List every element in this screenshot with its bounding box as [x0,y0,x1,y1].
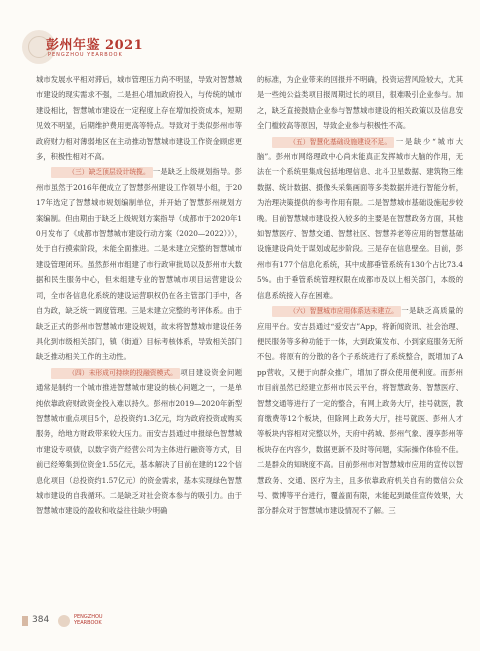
yearbook-subtitle: PENGZHOU YEARBOOK [48,52,123,58]
section-heading: （四）未形成可持续的投融资模式。 [51,368,180,379]
paragraph: （五）智慧化基础设施建设不足。 一是缺少“城市大脑”。彭州市网络理政中心尚未能真正发挥城市大脑的作用，无法在一个系统里集成包括地理信息、北斗卫星数据、建筑物三维数据、统计数据、摄像头采集画面等多类数据并进行智能分析，为治理决策提供的参考作用有限。二是智慧城市基础设施起步较晚。目前智慧城市建设投入较多的主要是在智慧政务方面，其他如智慧医疗、智慧交通、智慧社区、智慧养老等应用的智慧基础设施建设尚处于谋划或起步阶段。三是存在信息壁垒。目前，彭州市有177个信息化系统，其中成都垂管系统有130个占比73.45%。由于垂管系统管理权限在成都市及以上相关部门，本级的信息系统接入存在困难。 [257,136,463,300]
paragraph: 的标准，为企业带来的回报并不明确，投资运营风险较大，尤其是一些纯公益类项目报周期过长的项目，很难吸引企业参与。加之，缺乏直接鼓励企业参与智慧城市建设的相关政策以及信息安全门槛较高等原因，导致企业参与积极性不高。 [257,75,463,131]
paragraph: 城市发展水平相对滞后，城市管理压力尚不明显，导致对智慧城市建设的现实需求不强，二是担心增加政府投入，与传统的城市建设相比，智慧城市建设在一定程度上存在增加投资成本，短期见效不明显，后期维护费用更高等特点。导致对于类似彭州市等政府财力相对薄弱地区在主动推动智慧城市建设工作资金顾虑更多，积极性相对不高。 [36,75,242,162]
page-number: 384 [32,615,50,625]
paragraph: （六）智慧城市应用体系达未建立。 一是缺乏高质量的应用平台。安吉县通过“爱安吉”App，将新闻资讯、社会治理、便民服务等多种功能于一体，大到政策发布、小到家庭服务无所不包。将原有的分散的各个子系统进行了系统整合，既增加了App营收，又便于向群众推广，增加了群众使用便利度。而彭州市目前虽然已经建立彭州市民云平台，将智慧政务、智慧医疗、智慧交通等进行了一定的整合，有网上政务大厅，挂号就医，教育缴费等12个板块，但除网上政务大厅，挂号就医、彭州人才等板块内容相对完整以外，天府中药城、彭州气象、漫享彭州等板块存在内容少，数据更新不及时等问题，实际操作体验不佳。二是群众的知晓度不高。目前彭州市对智慧城市应用的宣传以智慧政务、交通、医疗为主，且多依靠政府机关自有的微信公众号、微博等平台进行，覆盖面有限，未能起到最佳宣传效果，大部分群众对于智慧城市建设情况不了解。三 [257,306,463,516]
paragraph: （四）未形成可持续的投融资模式。 项目建设资金问题通常是制约一个城市推进智慧城市建设的核心问题之一，一是单纯依靠政府财政资金投入难以持久。彭州市2019—2020年新型智慧城市重点项目5个，总投资约1.3亿元，均为政府投资或购买服务，给地方财政带来较大压力。而安吉县通过申报绿色智慧城市建设专项债，以数字资产经营公司为主体进行融资等方式，目前已经筹集到位资金1.55亿元，基本解决了目前在建的122个信息化项目（总投资约1.57亿元）的资金需求，基本实现绿色智慧城市建设的自我循环。二是缺乏对社会资本参与的吸引力。由于智慧城市建设的盈收和收益往往缺少明确 [36,367,242,516]
section-heading: （五）智慧化基础设施建设不足。 [272,137,395,148]
right-text-column [257,72,463,519]
footer-seal-icon [58,615,70,627]
paragraph: （三）缺乏顶层设计统揽。 一是缺乏上级规划指导。彭州市虽然于2016年便成立了智慧彭州建设工作领导小组，于2017年选定了智慧城市规划编制单位，并开始了智慧彭州规划方案编制。但由期由于缺乏上级规划方案指导（成都市于2020年10月发布了《成都市智慧城市建设行动方案（2020—2022）》），处于自行摸索阶段，未能全面推进。二是未建立完整的智慧城市建设管理闭环。虽然彭州市组建了市行政审批局以及彭州市大数据和民生服务中心，但未组建专业的智慧城市项目运营建设公司，全市各信息化系统的建设运营职权仍在各主管部门手中，各自为政，缺乏统一调度管理。三是未建立完整的考评体系。由于缺乏正式的彭州市智慧城市建设规划，故未将智慧城市建设任务具化到市级相关部门，镇（街道）目标考核体系，导致相关部门缺乏推动相关工作的主动性。 [36,167,242,362]
section-heading: （三）缺乏顶层设计统揽。 [51,167,153,178]
page-footer [22,614,222,630]
section-heading: （六）智慧城市应用体系达未建立。 [272,306,401,317]
footer-bar [22,616,28,626]
footer-brand: PENGZHOU YEARBOOK [74,614,103,626]
yearbook-title: 彭州年鉴 2021 [46,38,144,53]
page-header [22,30,222,66]
left-text-column [36,72,242,519]
